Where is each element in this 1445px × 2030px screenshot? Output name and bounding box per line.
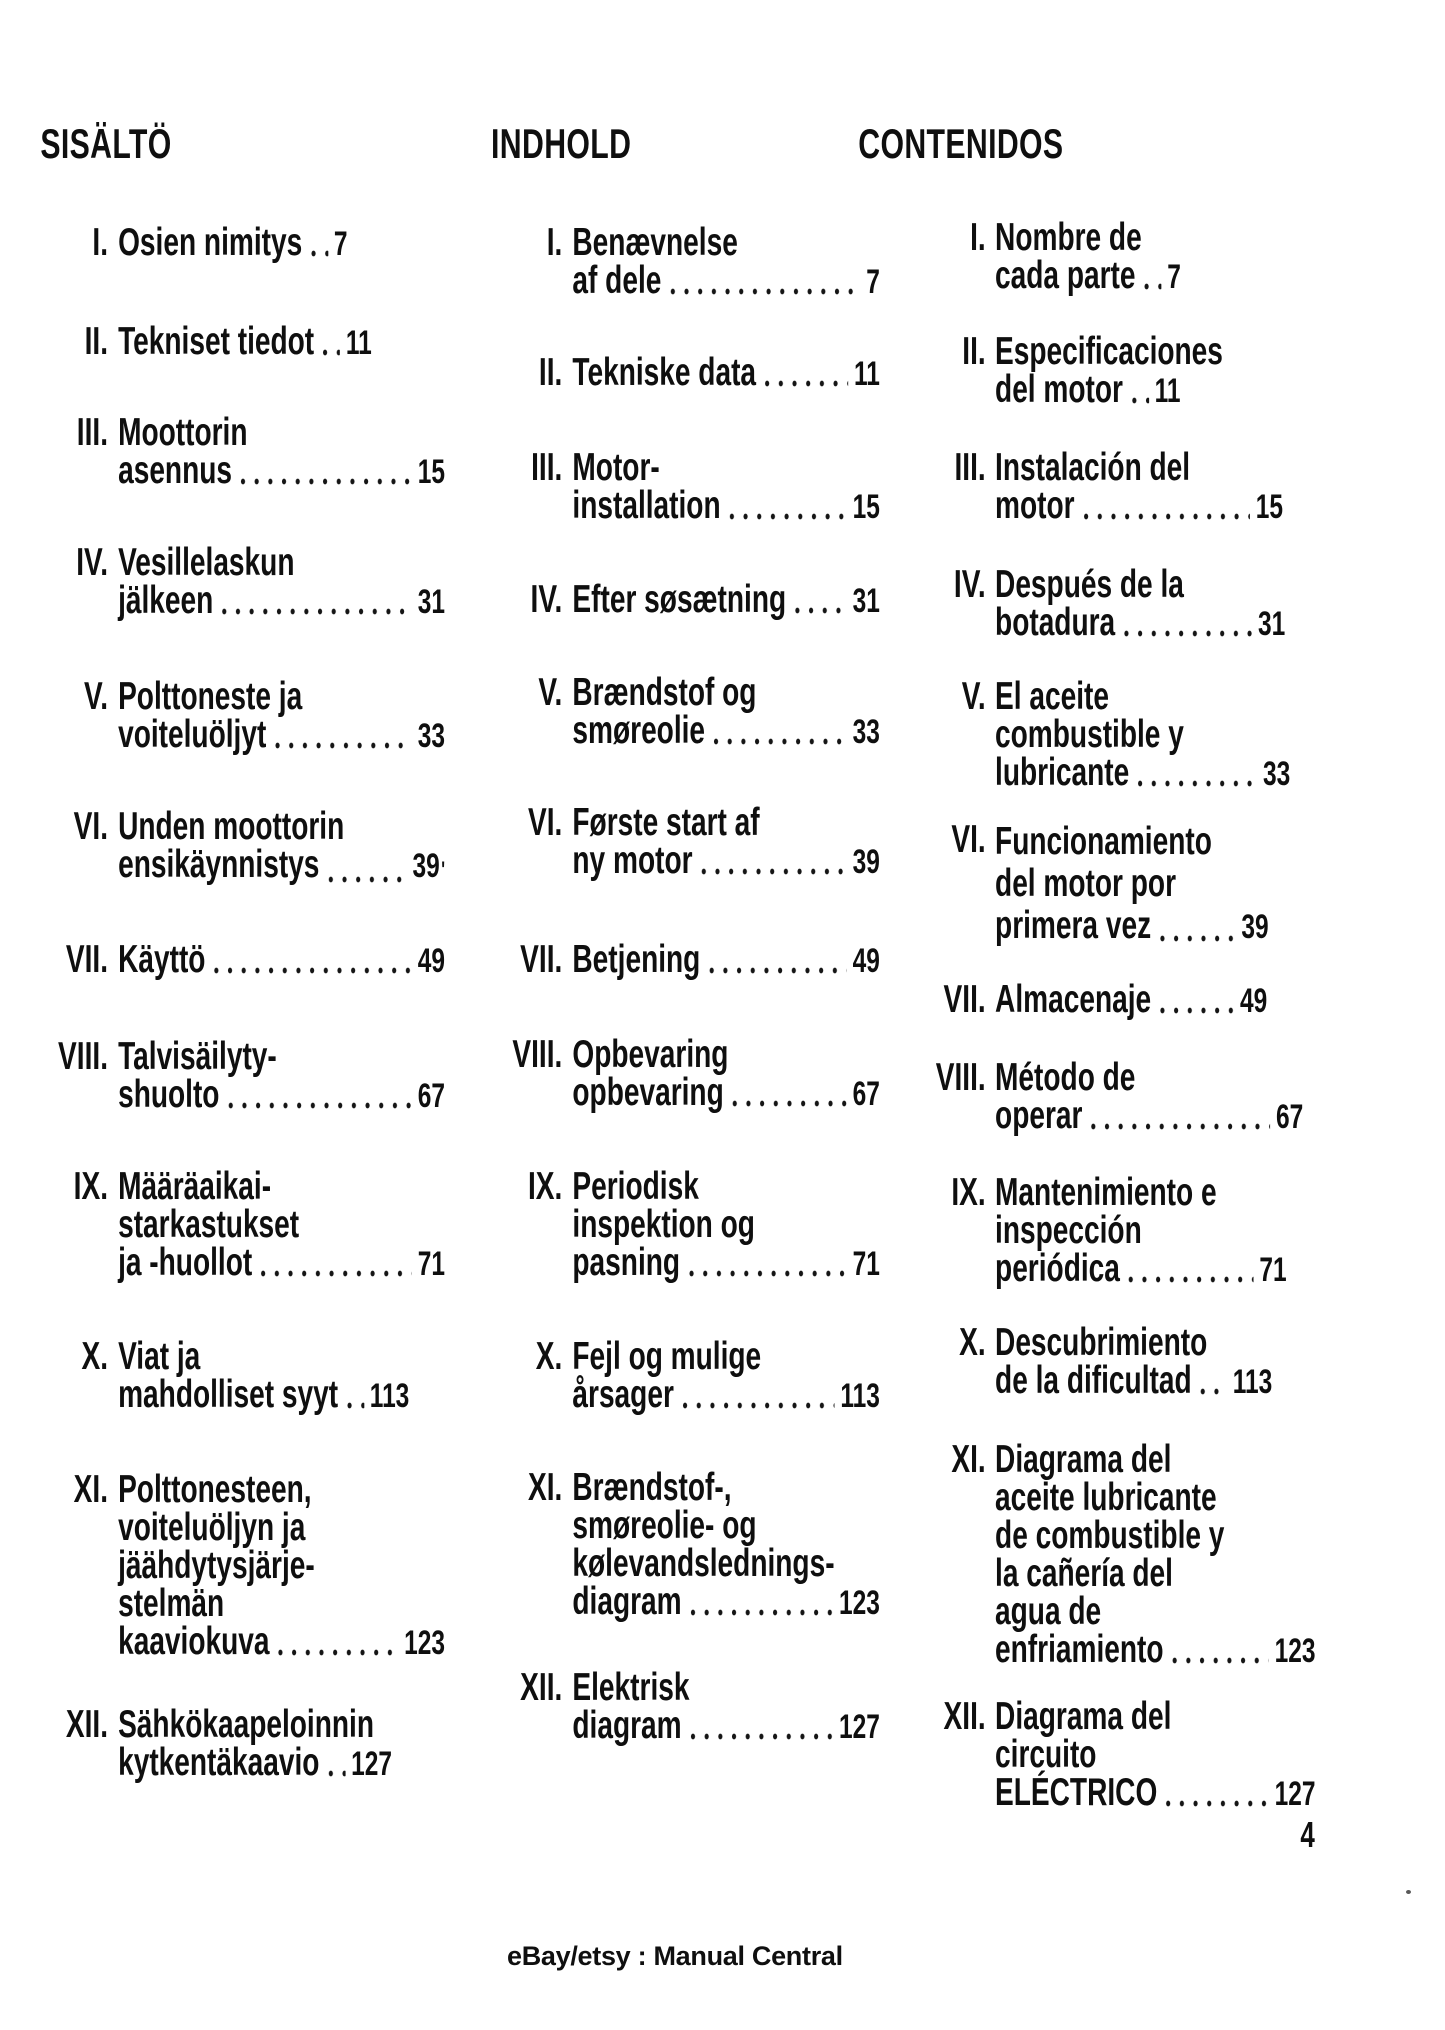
toc-item <box>30 1035 445 1116</box>
page-number: 39 <box>852 843 880 881</box>
page-number: 31 <box>417 583 445 621</box>
item-numeral: XI. <box>527 1466 563 1509</box>
column-header-spanish: CONTENIDOS <box>858 120 1064 167</box>
page-number: 71 <box>1259 1251 1287 1289</box>
toc-item <box>30 1335 445 1416</box>
footer-watermark: eBay/etsy : Manual Central <box>507 1941 843 1971</box>
item-label: Mantenimiento e <box>995 1171 1217 1214</box>
item-label: Efter søsætning <box>572 578 787 621</box>
item-label: Osien nimitys <box>118 221 303 264</box>
dot-leader <box>347 1402 364 1409</box>
item-label: kaaviokuva <box>118 1620 270 1663</box>
page-number: 31 <box>1257 605 1286 643</box>
dot-leader <box>670 288 860 295</box>
toc-item <box>30 1468 445 1663</box>
item-label: Diagrama del <box>995 1695 1172 1738</box>
dot-leader <box>1138 780 1257 787</box>
toc-item <box>850 818 1315 948</box>
item-numeral: III. <box>76 411 109 454</box>
item-label: Polttonesteen, <box>118 1468 312 1511</box>
item-numeral: II. <box>84 320 109 363</box>
item-label: cada parte <box>995 254 1136 297</box>
item-label: del motor <box>995 368 1123 411</box>
folio-page-number: 4 <box>1300 1814 1315 1855</box>
toc-item <box>455 671 880 752</box>
dot-leader <box>328 1770 345 1777</box>
page-number: 127 <box>351 1745 392 1783</box>
dot-leader <box>765 380 849 387</box>
dot-leader <box>683 1402 835 1409</box>
dot-leader <box>275 742 412 749</box>
dot-leader <box>1129 1276 1254 1283</box>
item-label: Moottorin <box>118 411 248 454</box>
page-number: 39 <box>412 847 440 885</box>
item-label: Especificaciones <box>995 330 1223 373</box>
toc-item <box>850 446 1315 527</box>
page-number: 11 <box>1154 372 1181 410</box>
item-numeral: V. <box>961 675 986 718</box>
dot-leader <box>1132 397 1149 404</box>
toc-item <box>455 578 880 621</box>
toc-item <box>30 320 445 363</box>
dot-leader <box>222 608 412 615</box>
toc-item <box>455 1466 880 1623</box>
item-numeral: XII. <box>65 1703 109 1746</box>
item-label: Første start af <box>572 801 760 844</box>
page-number: 15 <box>417 453 445 491</box>
item-label: jälkeen <box>118 579 214 622</box>
item-numeral: VI. <box>73 805 109 848</box>
dot-leader <box>1160 1007 1234 1014</box>
toc-item <box>455 1033 880 1114</box>
dot-leader <box>278 1649 398 1656</box>
item-label: ELÉCTRICO <box>995 1771 1158 1814</box>
dot-leader <box>228 1102 412 1109</box>
dot-leader <box>690 1609 833 1616</box>
item-label: Vesillelaskun <box>118 541 295 584</box>
item-label: primera vez <box>995 904 1152 947</box>
toc-item <box>455 1335 880 1416</box>
item-label: Polttoneste ja <box>118 675 303 718</box>
dot-leader <box>709 967 847 974</box>
scan-speck <box>1406 1890 1411 1894</box>
dot-leader <box>701 868 847 875</box>
item-numeral: II. <box>538 351 563 394</box>
item-label: jäähdytysjärje- <box>118 1544 315 1587</box>
dot-leader <box>328 876 407 883</box>
item-label: shuolto <box>118 1073 220 1116</box>
toc-item <box>30 938 445 981</box>
dot-leader <box>1166 1800 1269 1807</box>
item-label: del motor por <box>995 862 1177 905</box>
dot-leader <box>1200 1388 1227 1395</box>
dot-leader <box>1091 1123 1270 1130</box>
item-label: årsager <box>572 1373 674 1416</box>
toc-item <box>850 978 1315 1021</box>
page-number: 127 <box>838 1708 880 1746</box>
item-numeral: I. <box>546 221 563 264</box>
item-numeral: I. <box>92 221 109 264</box>
item-numeral: XI. <box>951 1438 986 1481</box>
page-number: 11 <box>853 355 880 393</box>
dot-leader <box>729 513 847 520</box>
dot-leader <box>311 250 328 257</box>
item-label: kytkentäkaavio <box>118 1741 320 1784</box>
item-label: Talvisäilyty- <box>118 1035 277 1078</box>
item-label: Descubrimiento <box>995 1321 1208 1364</box>
item-numeral: X. <box>81 1335 109 1378</box>
toc-item <box>455 938 880 981</box>
page-number: 39 <box>1241 908 1269 946</box>
page-number: 11 <box>345 324 372 362</box>
column-header-finnish: SISÄLTÖ <box>40 120 172 167</box>
page-number: 31 <box>852 582 880 620</box>
dot-leader <box>689 1270 847 1277</box>
page-number: 33 <box>1263 755 1291 793</box>
item-numeral: XI. <box>73 1468 109 1511</box>
item-label: Määräaikai- <box>118 1165 272 1208</box>
toc-item <box>30 1165 445 1284</box>
dot-leader <box>241 478 412 485</box>
dot-leader <box>323 349 340 356</box>
item-numeral: VII. <box>943 978 986 1021</box>
item-label: Método de <box>995 1056 1136 1099</box>
item-label: Después de la <box>995 563 1184 606</box>
item-label: smøreolie- og <box>572 1504 757 1547</box>
item-label: Benævnelse <box>572 221 738 264</box>
item-label: Diagrama del <box>995 1438 1172 1481</box>
item-numeral: VI. <box>527 801 563 844</box>
dot-leader <box>795 607 847 614</box>
item-label: operar <box>995 1094 1083 1137</box>
item-numeral: IX. <box>73 1165 109 1208</box>
item-numeral: V. <box>84 675 109 718</box>
item-numeral: VIII. <box>58 1035 109 1078</box>
item-label: Periodisk <box>572 1165 699 1208</box>
item-label: Sähkökaapeloinnin <box>118 1703 374 1746</box>
toc-item <box>455 221 880 302</box>
toc-item <box>30 221 445 264</box>
item-label: Instalación del <box>995 446 1191 489</box>
item-numeral: V. <box>538 671 563 714</box>
item-label: la cañería del <box>995 1552 1173 1595</box>
item-numeral: III. <box>531 446 563 489</box>
page-number: 67 <box>852 1075 880 1113</box>
item-label: af dele <box>572 259 662 302</box>
item-label: Nombre de <box>995 216 1142 259</box>
toc-item <box>850 1438 1316 1671</box>
item-numeral: VIII. <box>935 1056 986 1099</box>
item-label: inspección <box>995 1209 1142 1252</box>
item-label: Opbevaring <box>572 1033 729 1076</box>
page-number: 113 <box>369 1377 410 1415</box>
item-label: voiteluöljyn ja <box>118 1506 306 1549</box>
toc-item <box>850 1695 1316 1814</box>
item-label: installation <box>572 484 721 527</box>
page-number: 49 <box>417 942 445 980</box>
item-numeral: VII. <box>65 938 109 981</box>
item-numeral: II. <box>962 330 986 373</box>
dot-leader <box>1124 630 1252 637</box>
toc-item <box>455 801 880 882</box>
item-label: Tekniset tiedot <box>118 320 315 363</box>
item-label: de combustible y <box>995 1514 1225 1557</box>
item-label: Tekniske data <box>572 351 757 394</box>
item-label: motor <box>995 484 1075 527</box>
item-numeral: I. <box>970 216 986 259</box>
item-label: ny motor <box>572 839 693 882</box>
toc-item <box>30 1703 445 1784</box>
toc-item <box>30 541 445 622</box>
page-number: 123 <box>838 1584 880 1622</box>
item-label: diagram <box>572 1580 682 1623</box>
page-number: 7 <box>866 263 880 301</box>
item-label: starkastukset <box>118 1203 300 1246</box>
toc-item <box>30 411 445 492</box>
dot-leader <box>1172 1657 1269 1664</box>
item-numeral: VII. <box>520 938 563 981</box>
item-label: Almacenaje <box>995 978 1152 1021</box>
item-label: Käyttö <box>118 938 206 981</box>
page-number: 123 <box>404 1624 445 1662</box>
page-number: 67 <box>417 1077 445 1115</box>
dot-leader <box>1083 513 1250 520</box>
item-numeral: IV. <box>530 578 563 621</box>
toc-item <box>30 805 445 889</box>
toc-item <box>455 351 880 394</box>
toc-item <box>30 675 445 756</box>
item-numeral: IX. <box>527 1165 563 1208</box>
item-label: Brændstof og <box>572 671 757 714</box>
toc-item <box>850 1321 1315 1402</box>
page-number: 15 <box>1255 488 1284 526</box>
item-label: aceite lubricante <box>995 1476 1217 1519</box>
dot-leader <box>261 1270 412 1277</box>
toc-item <box>455 446 880 527</box>
scan-artifact-tick: ' <box>441 857 445 882</box>
item-label: periódica <box>995 1247 1120 1290</box>
toc-item <box>850 216 1315 297</box>
item-label: stelmän <box>118 1582 225 1625</box>
column-danish <box>455 0 880 2030</box>
page-number: 113 <box>1232 1363 1273 1401</box>
toc-item <box>455 1666 880 1747</box>
item-label: inspektion og <box>572 1203 755 1246</box>
page-number: 33 <box>852 713 880 751</box>
toc-item <box>850 675 1315 794</box>
dot-leader <box>1144 283 1161 290</box>
item-label: Fejl og mulige <box>572 1335 762 1378</box>
page-number: 7 <box>333 225 348 263</box>
dot-leader <box>214 967 412 974</box>
page-number: 123 <box>1274 1632 1316 1670</box>
item-numeral: XII. <box>943 1695 986 1738</box>
page-number: 49 <box>852 942 880 980</box>
item-label: Elektrisk <box>572 1666 690 1709</box>
page-number: 67 <box>1275 1098 1304 1136</box>
item-numeral: VI. <box>951 818 986 861</box>
page-number: 113 <box>840 1377 880 1415</box>
item-numeral: X. <box>959 1321 986 1364</box>
item-label: opbevaring <box>572 1071 724 1114</box>
item-label: ja -huollot <box>118 1241 253 1284</box>
toc-item <box>850 330 1315 411</box>
item-label: pasning <box>572 1241 681 1284</box>
dot-leader <box>732 1100 846 1107</box>
page-number: 33 <box>417 717 445 755</box>
page-number: 7 <box>1167 258 1181 296</box>
dot-leader <box>714 738 847 745</box>
item-label: enfriamiento <box>995 1628 1164 1671</box>
item-label: El aceite <box>995 675 1110 718</box>
item-numeral: VIII. <box>512 1033 563 1076</box>
item-numeral: IV. <box>953 563 986 606</box>
item-label: de la dificultad <box>995 1359 1192 1402</box>
item-numeral: IV. <box>76 541 109 584</box>
toc-item <box>850 1056 1315 1137</box>
item-label: asennus <box>118 449 233 492</box>
item-label: Unden moottorin <box>118 805 345 848</box>
toc-item <box>850 1171 1315 1290</box>
toc-item <box>455 1165 880 1284</box>
dot-leader <box>1160 935 1236 942</box>
item-label: Viat ja <box>118 1335 201 1378</box>
column-spanish <box>850 0 1315 2030</box>
toc-item <box>850 563 1315 644</box>
page-number: 71 <box>417 1245 445 1283</box>
item-label: lubricante <box>995 751 1130 794</box>
item-label: Motor- <box>572 446 660 489</box>
column-finnish <box>30 0 445 2030</box>
item-label: Funcionamiento <box>995 820 1212 863</box>
item-label: agua de <box>995 1590 1102 1633</box>
dot-leader <box>690 1733 833 1740</box>
item-label: mahdolliset syyt <box>118 1373 339 1416</box>
item-label: ensikäynnistys <box>118 843 320 886</box>
item-numeral: X. <box>535 1335 563 1378</box>
page-number: 127 <box>1274 1775 1316 1813</box>
item-numeral: III. <box>954 446 986 489</box>
item-label: circuito <box>995 1733 1097 1776</box>
column-header-danish: INDHOLD <box>491 120 632 167</box>
item-numeral: IX. <box>951 1171 986 1214</box>
item-numeral: XII. <box>520 1666 563 1709</box>
page-number: 15 <box>852 488 880 526</box>
item-label: kølevandslednings- <box>572 1542 835 1585</box>
item-label: diagram <box>572 1704 682 1747</box>
page-number: 49 <box>1239 982 1268 1020</box>
item-label: botadura <box>995 601 1116 644</box>
item-label: Brændstof-, <box>572 1466 732 1509</box>
page-number: 71 <box>852 1245 880 1283</box>
item-label: Betjening <box>572 938 701 981</box>
item-label: voiteluöljyt <box>118 713 267 756</box>
item-label: combustible y <box>995 713 1184 756</box>
item-label: smøreolie <box>572 709 706 752</box>
